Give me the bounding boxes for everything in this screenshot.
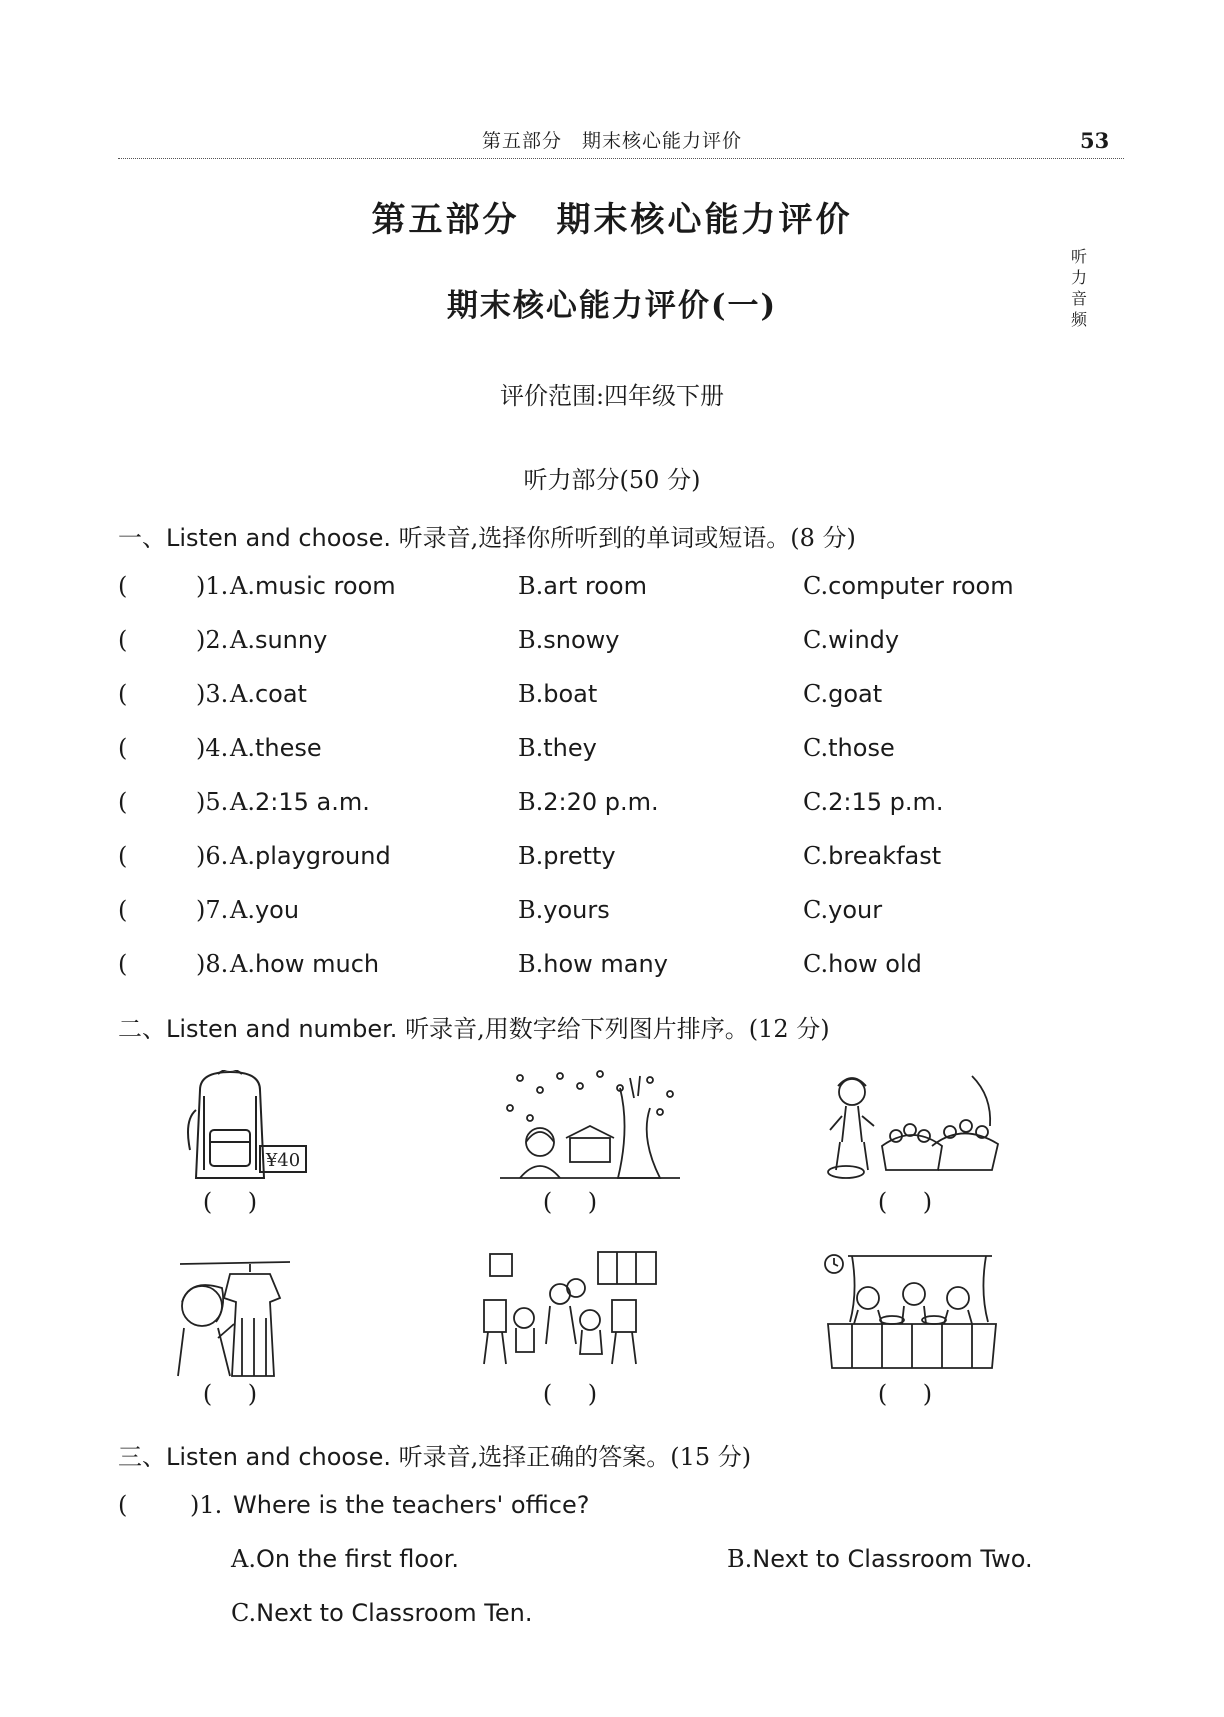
answer-paren[interactable]: (	[118, 896, 128, 924]
option-label: B.	[518, 680, 544, 708]
answer-paren[interactable]: (	[118, 842, 128, 870]
option-b[interactable]	[518, 896, 610, 924]
option-b[interactable]	[518, 572, 647, 600]
option-a[interactable]	[230, 572, 396, 600]
section2-chinese: 听录音,用数字给下列图片排序。(12 分)	[397, 1015, 830, 1043]
section1-heading	[118, 518, 856, 553]
option-label: C.	[803, 680, 829, 708]
section3-chinese: 听录音,选择正确的答案。(15 分)	[391, 1443, 752, 1471]
picture-girl-dress	[170, 1258, 350, 1378]
option-b[interactable]	[518, 842, 616, 870]
question-number: )8.	[196, 950, 229, 978]
answer-blank[interactable]: ( )	[202, 1380, 258, 1408]
side-label-char: 音	[1070, 289, 1087, 308]
choice-row	[118, 734, 1118, 774]
option-text: art room	[543, 572, 647, 600]
option-b[interactable]	[518, 950, 668, 978]
option-text: how much	[254, 950, 380, 978]
section3-q1-question: Where is the teachers' office?	[233, 1491, 590, 1519]
answer-paren[interactable]: (	[118, 950, 128, 978]
backpack-icon	[160, 1070, 340, 1190]
option-c[interactable]	[803, 680, 882, 708]
price-tag: ¥40	[265, 1150, 301, 1171]
option-label: B.	[518, 842, 544, 870]
option-b[interactable]	[518, 788, 659, 816]
question-number: )1.	[196, 572, 229, 600]
section2-prefix: 二、	[118, 1015, 166, 1043]
option-b[interactable]	[518, 680, 597, 708]
option-text: pretty	[543, 842, 616, 870]
side-label-char: 频	[1070, 310, 1087, 329]
option-label: C.	[803, 734, 829, 762]
option-text: yours	[543, 896, 610, 924]
choice-row	[118, 950, 1118, 990]
option-label: A.	[230, 842, 255, 870]
option-text: Next to Classroom Ten.	[256, 1599, 533, 1627]
option-text: 2:15 a.m.	[254, 788, 370, 816]
answer-blank[interactable]: ( )	[542, 1188, 598, 1216]
option-a[interactable]	[230, 734, 322, 762]
header-divider	[118, 158, 1124, 159]
option-label: B.	[518, 788, 544, 816]
option-text: you	[254, 896, 300, 924]
snowy-scene-icon	[500, 1068, 680, 1188]
option-c[interactable]	[803, 950, 922, 978]
option-text: your	[828, 896, 883, 924]
option-text: windy	[828, 626, 900, 654]
section1-prefix: 一、	[118, 524, 166, 552]
exam-scope: 评价范围:四年级下册	[499, 382, 725, 410]
question-number: )7.	[196, 896, 229, 924]
option-text: playground	[254, 842, 391, 870]
question-number: )2.	[196, 626, 229, 654]
choice-row	[118, 842, 1118, 882]
listening-part-heading: 听力部分(50 分)	[523, 466, 701, 494]
section3-q1-option-c[interactable]	[231, 1599, 532, 1627]
choice-row	[118, 680, 1118, 720]
option-text: coat	[254, 680, 307, 708]
dress-scene-icon	[170, 1258, 350, 1378]
option-text: On the first floor.	[255, 1545, 460, 1573]
art-class-icon	[480, 1248, 660, 1368]
option-label: A.	[230, 734, 255, 762]
option-a[interactable]	[230, 950, 379, 978]
option-label: C.	[803, 950, 829, 978]
answer-blank[interactable]: ( )	[877, 1380, 933, 1408]
option-label: A.	[230, 626, 255, 654]
option-text: Next to Classroom Two.	[752, 1545, 1033, 1573]
option-a[interactable]	[230, 680, 307, 708]
choice-row	[118, 572, 1118, 612]
option-text: sunny	[254, 626, 328, 654]
question-number: )6.	[196, 842, 229, 870]
option-label: A.	[230, 572, 255, 600]
option-c[interactable]	[803, 572, 1014, 600]
flowers-scene-icon	[822, 1066, 1002, 1186]
option-label: B.	[518, 572, 544, 600]
option-label: C.	[803, 842, 829, 870]
section3-q1-option-a[interactable]	[231, 1545, 459, 1573]
option-text: snowy	[543, 626, 620, 654]
option-text: computer room	[828, 572, 1014, 600]
option-text: boat	[543, 680, 598, 708]
option-text: goat	[828, 680, 883, 708]
picture-flowers	[822, 1066, 1002, 1186]
picture-dinner	[822, 1252, 1002, 1372]
dinner-scene-icon	[822, 1252, 1002, 1372]
choice-row	[118, 896, 1118, 936]
answer-paren[interactable]: (	[118, 572, 128, 600]
answer-blank[interactable]: ( )	[202, 1188, 258, 1216]
option-c[interactable]	[803, 842, 941, 870]
option-text: how old	[828, 950, 922, 978]
picture-backpack	[160, 1070, 340, 1190]
option-label: C.	[803, 896, 829, 924]
option-text: 2:15 p.m.	[828, 788, 944, 816]
option-label: A.	[230, 950, 255, 978]
side-label-char: 听	[1070, 247, 1087, 266]
option-text: 2:20 p.m.	[543, 788, 659, 816]
option-c[interactable]	[803, 788, 944, 816]
answer-paren[interactable]: (	[118, 788, 128, 816]
option-label: C.	[803, 572, 829, 600]
option-c[interactable]	[803, 896, 882, 924]
option-text: these	[254, 734, 322, 762]
answer-paren[interactable]: (	[118, 680, 128, 708]
picture-snowy-day	[500, 1068, 680, 1188]
section3-q1-paren[interactable]: (	[118, 1491, 128, 1519]
section3-heading	[118, 1437, 751, 1472]
section3-english: Listen and choose.	[166, 1443, 392, 1471]
section3-prefix: 三、	[118, 1443, 166, 1471]
section1-chinese: 听录音,选择你所听到的单词或短语。(8 分)	[391, 524, 856, 552]
option-a[interactable]	[230, 626, 327, 654]
picture-art-class	[480, 1248, 660, 1368]
option-label: C.	[803, 788, 829, 816]
option-a[interactable]	[230, 788, 370, 816]
option-b[interactable]	[518, 734, 597, 762]
section3-q1-option-b[interactable]	[727, 1545, 1033, 1573]
option-label: A.	[230, 896, 255, 924]
answer-blank[interactable]: ( )	[877, 1188, 933, 1216]
question-number: )4.	[196, 734, 229, 762]
option-label: C.	[231, 1599, 257, 1627]
option-b[interactable]	[518, 626, 620, 654]
option-label: B.	[518, 950, 544, 978]
section2-english: Listen and number.	[166, 1015, 398, 1043]
exam-title: 期末核心能力评价(一)	[446, 288, 778, 324]
section3-q1-number: )1.	[190, 1491, 223, 1519]
question-number: )5.	[196, 788, 229, 816]
option-label: A.	[230, 680, 255, 708]
option-text: breakfast	[828, 842, 942, 870]
option-text: they	[543, 734, 597, 762]
option-c[interactable]	[803, 734, 895, 762]
option-label: B.	[518, 626, 544, 654]
option-a[interactable]	[230, 842, 391, 870]
option-label: A.	[231, 1545, 256, 1573]
option-label: B.	[727, 1545, 753, 1573]
answer-paren[interactable]: (	[118, 626, 128, 654]
option-label: C.	[803, 626, 829, 654]
option-c[interactable]	[803, 626, 899, 654]
choice-row	[118, 788, 1118, 828]
option-text: music room	[254, 572, 396, 600]
part-title: 第五部分 期末核心能力评价	[371, 200, 853, 240]
answer-blank[interactable]: ( )	[542, 1380, 598, 1408]
choice-row	[118, 626, 1118, 666]
page-number: 53	[1080, 128, 1110, 153]
option-label: B.	[518, 734, 544, 762]
running-header-title: 第五部分 期末核心能力评价	[481, 130, 742, 152]
section2-heading	[118, 1009, 830, 1044]
option-text: how many	[543, 950, 668, 978]
option-a[interactable]	[230, 896, 299, 924]
answer-paren[interactable]: (	[118, 734, 128, 762]
section1-english: Listen and choose.	[166, 524, 392, 552]
option-label: A.	[230, 788, 255, 816]
side-label-char: 力	[1070, 268, 1087, 287]
question-number: )3.	[196, 680, 229, 708]
option-label: B.	[518, 896, 544, 924]
option-text: those	[828, 734, 895, 762]
